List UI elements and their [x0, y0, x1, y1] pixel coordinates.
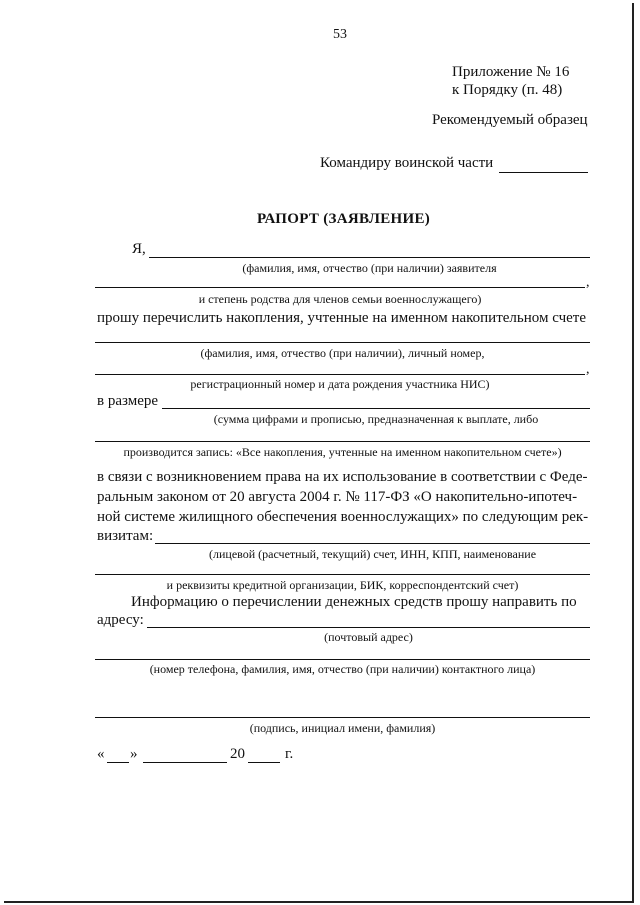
account-field[interactable] — [155, 543, 590, 544]
date-day-field[interactable] — [107, 762, 129, 763]
relation-field[interactable] — [95, 287, 585, 288]
participant-reg-caption: регистрационный номер и дата рождения участника НИС) — [190, 377, 490, 391]
postal-caption: (почтовый адрес) — [324, 630, 413, 644]
participant-reg-field[interactable] — [95, 374, 585, 375]
date-year-field[interactable] — [248, 762, 280, 763]
date-year-prefix: 20 — [230, 746, 245, 762]
signature-field[interactable] — [95, 717, 590, 718]
date-month-field[interactable] — [143, 762, 227, 763]
participant-name-caption: (фамилия, имя, отчество (при наличии), личный номер, — [200, 346, 485, 360]
date-open-quote: « — [97, 746, 105, 762]
participant-name-field[interactable] — [95, 342, 590, 343]
account-caption: (лицевой (расчетный, текущий) счет, ИНН, КПП, наименование — [208, 547, 537, 561]
relation-caption: и степень родства для членов семьи военнослужащего) — [198, 292, 482, 306]
contact-field[interactable] — [95, 659, 590, 660]
basis-line-2: ральным законом от 20 августа 2004 г. № 117-ФЗ «О накопительно-ипотеч- — [97, 489, 578, 505]
document-title: РАПОРТ (ЗАЯВЛЕНИЕ) — [257, 211, 431, 227]
basis-line-3: ной системе жилищного обеспечения военнослужащих» по следующим рек- — [97, 509, 589, 525]
date-year-suffix: г. — [285, 746, 294, 762]
contact-caption: (номер телефона, фамилия, имя, отчество (при наличии) контактного лица) — [149, 662, 536, 676]
request-text: прошу перечислить накопления, учтенные на именном накопительном счете — [97, 310, 587, 326]
relation-comma: , — [586, 275, 590, 290]
address-label: адресу: — [97, 612, 144, 628]
appendix-line-2: к Порядку (п. 48) — [452, 82, 563, 98]
i-label: Я, — [132, 241, 146, 257]
date-close-quote: » — [130, 746, 138, 762]
bank-field[interactable] — [95, 574, 590, 575]
amount-caption: (сумма цифрами и прописью, предназначенная к выплате, либо — [213, 412, 539, 426]
requisites-label: визитам: — [97, 528, 154, 544]
amount-label: в размере — [97, 393, 159, 409]
sample-note: Рекомендуемый образец — [432, 112, 588, 128]
signature-caption: (подпись, инициал имени, фамилия) — [249, 721, 436, 735]
applicant-name-caption: (фамилия, имя, отчество (при наличии) заявителя — [242, 261, 497, 275]
addressee-label: Командиру воинской части — [320, 155, 494, 171]
amount-field[interactable] — [162, 408, 590, 409]
info-text: Информацию о перечислении денежных средств прошу направить по — [131, 594, 577, 610]
basis-line-1: в связи с возникновением права на их использование в соответствии с Феде- — [97, 469, 588, 485]
page-number: 53 — [333, 27, 347, 42]
record-caption: производится запись: «Все накопления, учтенные на именном накопительном счете») — [123, 445, 562, 459]
record-field[interactable] — [95, 441, 590, 442]
applicant-name-field[interactable] — [149, 257, 590, 258]
postal-address-field[interactable] — [147, 627, 590, 628]
bank-caption: и реквизиты кредитной организации, БИК, корреспондентский счет) — [166, 578, 519, 592]
appendix-line-1: Приложение № 16 — [452, 64, 570, 80]
participant-comma: , — [586, 362, 590, 377]
unit-number-field[interactable] — [499, 172, 588, 173]
